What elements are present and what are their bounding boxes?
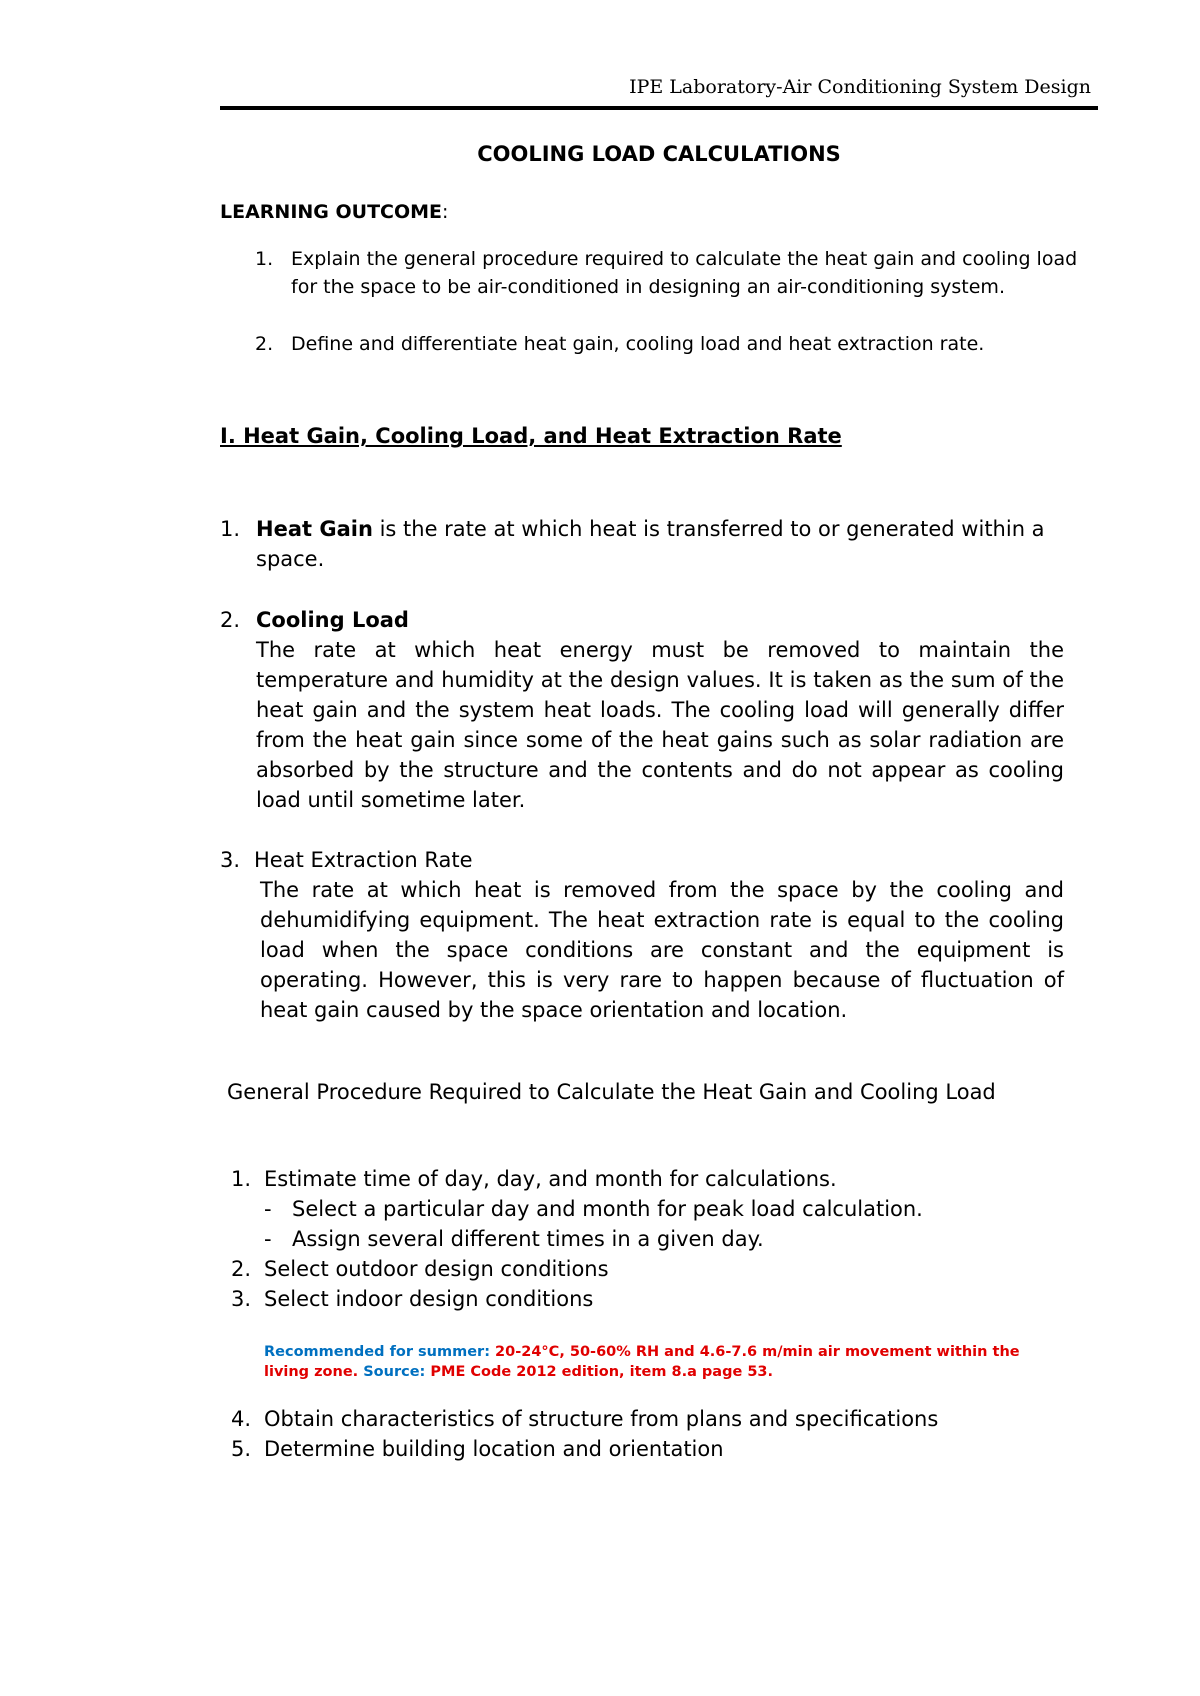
sub-bullet-text: Select a particular day and month for peak load calculation. xyxy=(292,1197,923,1221)
running-header: IPE Laboratory-Air Conditioning System Design xyxy=(629,76,1091,98)
definition-number: 3. xyxy=(220,848,241,872)
page-title: COOLING LOAD CALCULATIONS xyxy=(477,142,841,166)
note-source-label: Source: xyxy=(358,1364,426,1380)
definition-term: Heat Gain xyxy=(256,517,373,541)
note-source: PME Code 2012 edition, item 8.a page 53. xyxy=(425,1364,774,1380)
definition-text: The rate at which heat is removed from the space by the cooling and dehumidifying equipment. The heat extraction rate is equal to the cooling load when the space conditions are constant and the equipment is operating. However, this is very rare to happen because of fluctuation of heat gain caused by the space orientation and location. xyxy=(260,878,1064,1022)
definition-number: 2. xyxy=(220,608,241,632)
note-label: Recommended for summer: xyxy=(264,1344,490,1360)
procedure-heading: General Procedure Required to Calculate the Heat Gain and Cooling Load xyxy=(227,1080,996,1104)
outcome-text: Define and differentiate heat gain, cooling load and heat extraction rate. xyxy=(291,333,985,355)
definition-term: Heat Extraction Rate xyxy=(254,848,473,872)
step-number: 2. xyxy=(231,1257,252,1281)
step-number: 1. xyxy=(231,1167,252,1191)
step-text: Obtain characteristics of structure from plans and specifications xyxy=(264,1407,939,1431)
header-rule xyxy=(220,106,1098,110)
recommendation-note xyxy=(264,1342,1064,1382)
definition-heat-gain xyxy=(256,514,1056,574)
step-text: Determine building location and orientation xyxy=(264,1437,724,1461)
bullet-dash: - xyxy=(264,1227,272,1251)
definition-text: The rate at which heat energy must be removed to maintain the temperature and humidity at the design values. It is taken as the sum of the heat gain and the system heat loads. The cooling load will generally differ from the heat gain since some of the heat gains such as solar radiation are absorbed by the structure and the contents and do not appear as cooling load until sometime later. xyxy=(256,638,1064,812)
section-heading: I. Heat Gain, Cooling Load, and Heat Extraction Rate xyxy=(220,424,842,448)
outcome-text: Explain the general procedure required to calculate the heat gain and cooling load for the space to be air-conditioned in designing an air-conditioning system. xyxy=(291,248,1078,298)
learning-outcome-label-text: LEARNING OUTCOME xyxy=(220,201,443,223)
note-values: 20-24°C, 50-60% RH and 4.6-7.6 m/min air movement within the living zone. xyxy=(264,1344,1020,1380)
step-number: 4. xyxy=(231,1407,252,1431)
definition-text: is the rate at which heat is transferred to or generated within a space. xyxy=(256,517,1045,571)
step-text: Select outdoor design conditions xyxy=(264,1257,609,1281)
learning-outcome-label xyxy=(220,198,448,226)
step-number: 3. xyxy=(231,1287,252,1311)
step-text: Estimate time of day, day, and month for calculations. xyxy=(264,1167,837,1191)
bullet-dash: - xyxy=(264,1197,272,1221)
definition-number: 1. xyxy=(220,517,241,541)
step-number: 5. xyxy=(231,1437,252,1461)
outcome-number: 2. xyxy=(255,333,274,355)
learning-outcome-colon: : xyxy=(442,201,449,223)
outcome-number: 1. xyxy=(255,248,274,270)
sub-bullet-text: Assign several different times in a given day. xyxy=(292,1227,764,1251)
definition-term: Cooling Load xyxy=(256,608,409,632)
step-text: Select indoor design conditions xyxy=(264,1287,594,1311)
